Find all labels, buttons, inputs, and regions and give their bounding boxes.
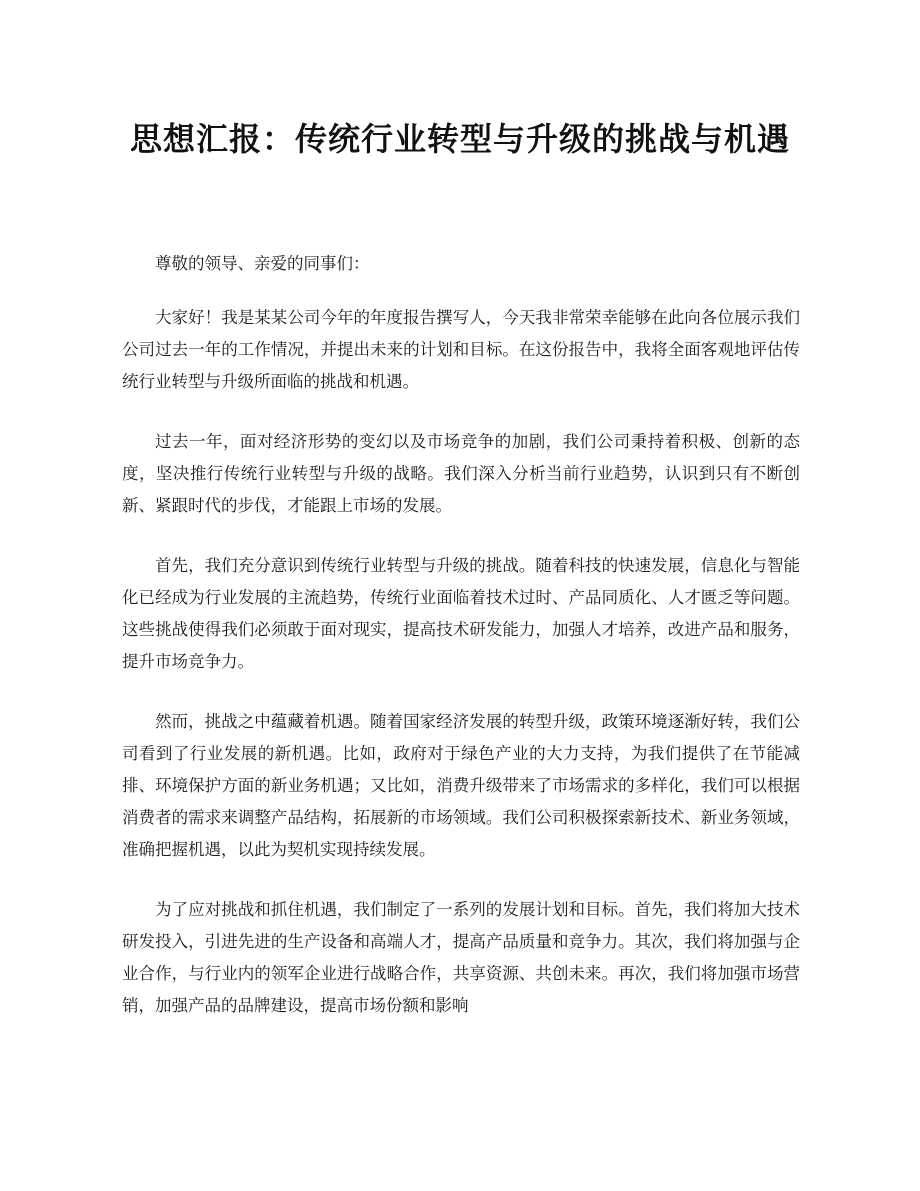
body-paragraph: 首先，我们充分意识到传统行业转型与升级的挑战。随着科技的快速发展，信息化与智能化已经成为行业发展的主流趋势，传统行业面临着技术过时、产品同质化、人才匮乏等问题。这些挑战使得我们必须敢于面对现实，提高技术研发能力，加强人才培养，改进产品和服务，提升市场竞争力。 [122, 556, 800, 671]
body-paragraph: 然而，挑战之中蕴藏着机遇。随着国家经济发展的转型升级，政策环境逐渐好转，我们公司看到了行业发展的新机遇。比如，政府对于绿色产业的大力支持，为我们提供了在节能减排、环境保护方面的新业务机遇；又比如，消费升级带来了市场需求的多样化，我们可以根据消费者的需求来调整产品结构，拓展新的市场领域。我们公司积极探索新技术、新业务领域，准确把握机遇，以此为契机实现持续发展。 [122, 712, 800, 859]
document-title: 思想汇报：传统行业转型与升级的挑战与机遇 [129, 120, 790, 158]
body-paragraph: 过去一年，面对经济形势的变幻以及市场竞争的加剧，我们公司秉持着积极、创新的态度，坚决推行传统行业转型与升级的战略。我们深入分析当前行业趋势，认识到只有不断创新、紧跟时代的步伐，才能跟上市场的发展。 [122, 432, 800, 515]
body-paragraph: 大家好！我是某某公司今年的年度报告撰写人，今天我非常荣幸能够在此向各位展示我们公司过去一年的工作情况，并提出未来的计划和目标。在这份报告中，我将全面客观地评估传统行业转型与升级所面临的挑战和机遇。 [122, 308, 800, 391]
greeting-paragraph: 尊敬的领导、亲爱的同事们： [155, 254, 370, 273]
document-body [122, 248, 800, 1050]
body-paragraph: 为了应对挑战和抓住机遇，我们制定了一系列的发展计划和目标。首先，我们将加大技术研发投入，引进先进的生产设备和高端人才，提高产品质量和竞争力。其次，我们将加强与企业合作，与行业内的领军企业进行战略合作，共享资源、共创未来。再次，我们将加强市场营销，加强产品的品牌建设，提高市场份额和影响 [122, 900, 800, 1015]
